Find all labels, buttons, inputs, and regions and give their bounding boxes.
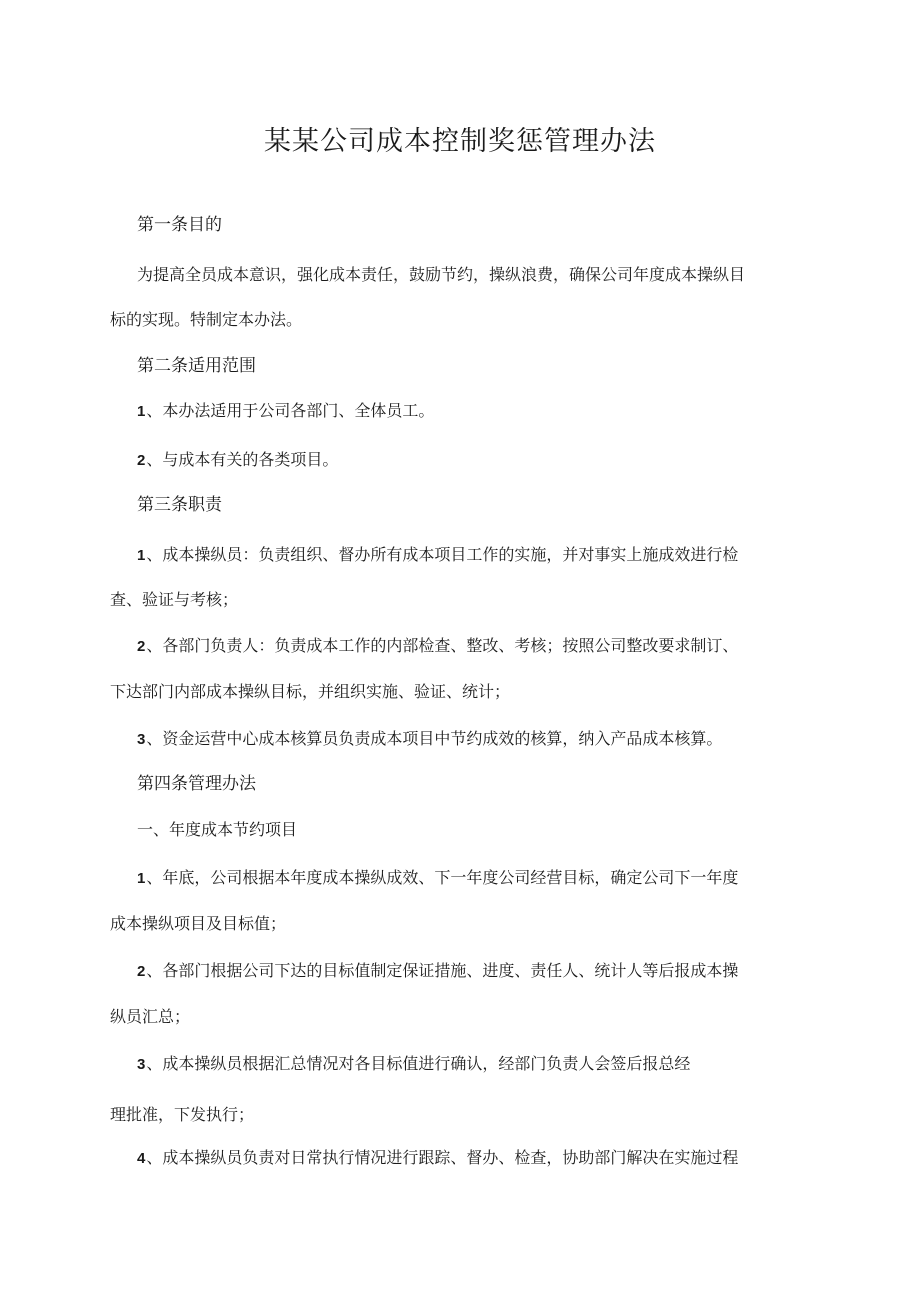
item-number: 2 — [137, 963, 146, 980]
item-number: 2 — [137, 638, 146, 655]
paragraph-line: 标的实现。特制定本办法。 — [110, 310, 303, 329]
paragraph-line: 为提高全员成本意识，强化成本责任，鼓励节约，操纵浪费，确保公司年度成本操纵目 — [137, 265, 746, 284]
subsection-heading: 一、年度成本节约项目 — [137, 820, 298, 839]
section-heading-3: 第三条职责 — [137, 495, 222, 515]
paragraph-line: 纵员汇总； — [110, 1007, 191, 1026]
paragraph-line: 下达部门内部成本操纵目标，并组织实施、验证、统计； — [110, 682, 511, 701]
item-number: 2 — [137, 452, 146, 469]
paragraph-line: 理批准，下发执行； — [110, 1105, 255, 1124]
list-item: 1、本办法适用于公司各部门、全体员工。 — [137, 401, 435, 420]
item-number: 3 — [137, 1056, 146, 1073]
list-item: 3、成本操纵员根据汇总情况对各目标值进行确认，经部门负责人会签后报总经 — [137, 1054, 691, 1073]
list-item: 2、与成本有关的各类项目。 — [137, 450, 339, 469]
item-number: 1 — [137, 547, 146, 564]
item-number: 4 — [137, 1150, 146, 1167]
list-item: 1、年底，公司根据本年度成本操纵成效、下一年度公司经营目标，确定公司下一年度 — [137, 868, 739, 887]
document-title: 某某公司成本控制奖惩管理办法 — [264, 126, 656, 157]
list-item: 2、各部门根据公司下达的目标值制定保证措施、进度、责任人、统计人等后报成本操 — [137, 961, 739, 980]
list-item: 2、各部门负责人：负责成本工作的内部检查、整改、考核；按照公司整改要求制订、 — [137, 636, 739, 655]
item-number: 1 — [137, 403, 146, 420]
section-heading-2: 第二条适用范围 — [137, 356, 256, 376]
section-heading-1: 第一条目的 — [137, 215, 222, 235]
list-item: 3、资金运营中心成本核算员负责成本项目中节约成效的核算，纳入产品成本核算。 — [137, 729, 723, 748]
paragraph-line: 查、验证与考核； — [110, 590, 239, 609]
item-number: 3 — [137, 731, 146, 748]
list-item: 4、成本操纵员负责对日常执行情况进行跟踪、督办、检查，协助部门解决在实施过程 — [137, 1148, 739, 1167]
paragraph-line: 成本操纵项目及目标值； — [110, 914, 287, 933]
item-number: 1 — [137, 870, 146, 887]
section-heading-4: 第四条管理办法 — [137, 774, 256, 794]
list-item: 1、成本操纵员：负责组织、督办所有成本项目工作的实施，并对事实上施成效进行检 — [137, 545, 739, 564]
